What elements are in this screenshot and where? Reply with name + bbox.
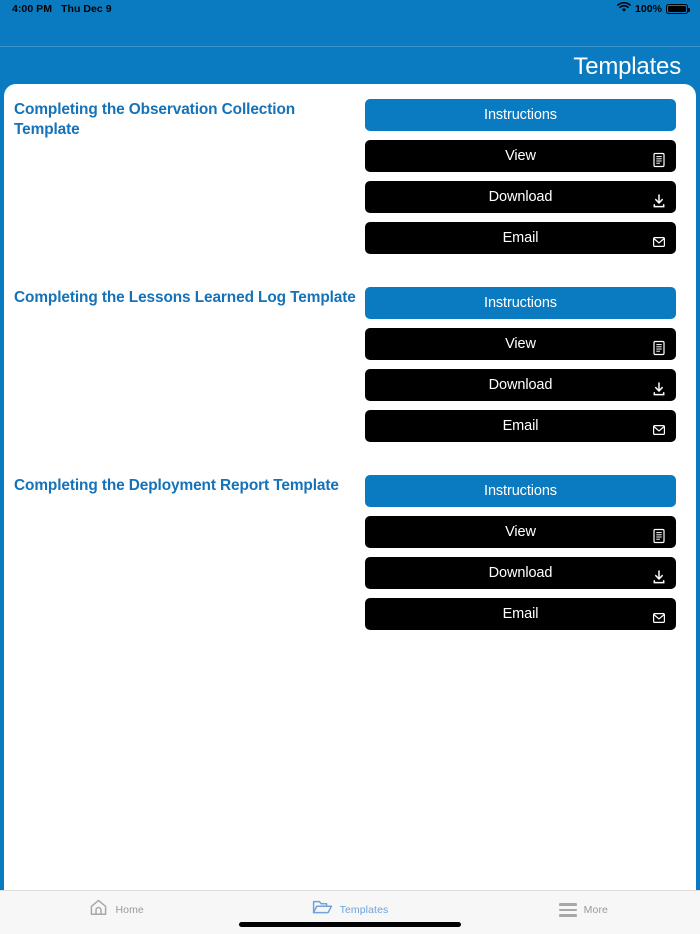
button-label: View [505,148,536,164]
status-bar-right [617,2,688,16]
template-row [4,272,696,460]
button-label: Email [502,606,539,622]
button-label: Email [502,418,539,434]
folder-open-icon [312,898,333,922]
document-icon [652,336,666,352]
status-date: Thu Dec 9 [61,3,112,15]
download-icon [652,565,666,581]
tab-label: Home [115,904,144,916]
template-row [4,460,696,648]
tab-bar [0,890,700,934]
template-actions [365,287,676,451]
view-button[interactable] [365,328,676,360]
download-button[interactable] [365,181,676,213]
tab-label: More [583,904,608,916]
page-title: Templates [573,53,681,80]
envelope-icon [652,418,666,434]
tab-templates[interactable] [233,898,466,922]
home-indicator[interactable] [239,922,461,927]
battery-percent: 100% [634,3,662,15]
wifi-icon [617,2,631,16]
download-icon [652,189,666,205]
button-label: Email [502,230,539,246]
button-label: Download [488,565,553,581]
template-title: Completing the Deployment Report Template [14,477,339,494]
button-label: Instructions [484,107,557,123]
instructions-button[interactable] [365,99,676,131]
template-list [4,84,696,648]
document-icon [652,524,666,540]
view-button[interactable] [365,516,676,548]
template-actions [365,475,676,639]
template-row [4,84,696,272]
nav-divider [0,46,700,47]
document-icon [652,148,666,164]
instructions-button[interactable] [365,475,676,507]
content-card [4,84,696,890]
hamburger-icon [559,903,577,917]
tab-more[interactable] [467,898,700,922]
button-label: View [505,524,536,540]
button-label: View [505,336,536,352]
view-button[interactable] [365,140,676,172]
button-label: Download [488,189,553,205]
nav-bar [0,18,700,84]
envelope-icon [652,606,666,622]
email-button[interactable] [365,410,676,442]
instructions-button[interactable] [365,287,676,319]
tab-home[interactable] [0,898,233,922]
button-label: Instructions [484,295,557,311]
home-icon [89,898,108,922]
tab-strip [0,891,700,922]
email-button[interactable] [365,598,676,630]
template-actions [365,99,676,263]
button-label: Download [488,377,553,393]
tab-label: Templates [339,904,389,916]
template-title: Completing the Observation Collection Template [14,101,296,138]
download-button[interactable] [365,557,676,589]
status-bar-left [12,3,112,15]
battery-full-icon [666,4,688,14]
download-icon [652,377,666,393]
status-bar [0,0,700,18]
envelope-icon [652,230,666,246]
template-title: Completing the Lessons Learned Log Template [14,289,356,306]
download-button[interactable] [365,369,676,401]
email-button[interactable] [365,222,676,254]
status-time: 4:00 PM [12,3,53,15]
button-label: Instructions [484,483,557,499]
